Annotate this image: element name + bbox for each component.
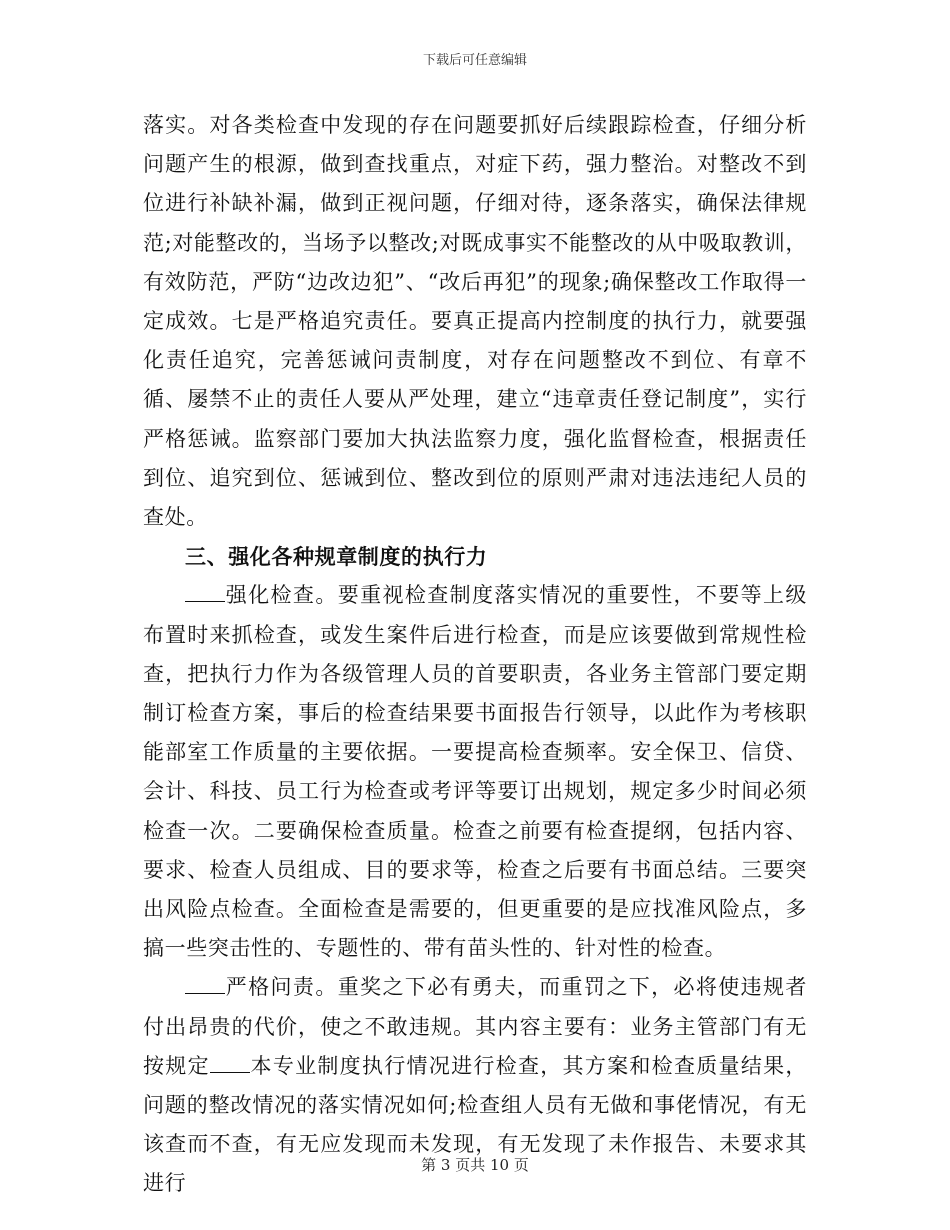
paragraph-accountability-text-1: 严格问责。重奖之下必有勇夫，而重罚之下，必将使违规者付出昂贵的代价，使之不敢违规。其内容主要有：业务主管部门有无按规定 [143, 975, 807, 1078]
paragraph-inspection-text: 强化检查。要重视检查制度落实情况的重要性，不要等上级布置时来抓检查，或发生案件后进行检查，而是应该要做到常规性检查，把执行力作为各级管理人员的首要职责，各业务主管部门要定期制订检查方案，事后的检查结果要书面报告行领导，以此作为考核职能部室工作质量的主要依据。一要提高检查频率。安全保卫、信贷、会计、科技、员工行为检查或考评等要订出规划，规定多少时间必须检查一次。二要确保检查质量。检查之前要有检查提纲，包括内容、要求、检查人员组成、目的要求等，检查之后要有书面总结。三要突出风险点检查。全面检查是需要的，但更重要的是应找准风险点，多搞一些突击性的、专题性的、带有苗头性的、针对性的检查。 [143, 583, 807, 961]
paragraph-inspection [143, 576, 807, 968]
paragraph-continuation: 落实。对各类检查中发现的存在问题要抓好后续跟踪检查，仔细分析问题产生的根源，做到查找重点，对症下药，强力整治。对整改不到位进行补缺补漏，做到正视问题，仔细对待，逐条落实，确保法律规范;对能整改的，当场予以整改;对既成事实不能整改的从中吸取教训，有效防范，严防“边改边犯”、“改后再犯”的现象;确保整改工作取得一定成效。七是严格追究责任。要真正提高内控制度的执行力，就要强化责任追究，完善惩诫问责制度，对存在问题整改不到位、有章不循、屡禁不止的责任人要从严处理，建立“违章责任登记制度”，实行严格惩诫。监察部门要加大执法监察力度，强化监督检查，根据责任到位、追究到位、惩诫到位、整改到位的原则严肃对违法违纪人员的查处。 [143, 113, 807, 530]
page-number: 第 3 页共 10 页 [421, 1156, 529, 1174]
fill-in-blank [185, 583, 225, 602]
page-header: 下载后可任意编辑 [422, 53, 527, 68]
fill-in-blank [210, 1054, 250, 1073]
section-heading: 三、强化各种规章制度的执行力 [185, 544, 488, 570]
fill-in-blank [185, 975, 225, 994]
document-body [143, 106, 807, 1204]
paragraph-accountability-text-2: 本专业制度执行情况进行检查，其方案和检查质量结果，问题的整改情况的落实情况如何;检查组人员有无做和事佬情况，有无该查而不查，有无应发现而未发现，有无发现了未作报告、未要求其进行 [143, 1053, 807, 1196]
